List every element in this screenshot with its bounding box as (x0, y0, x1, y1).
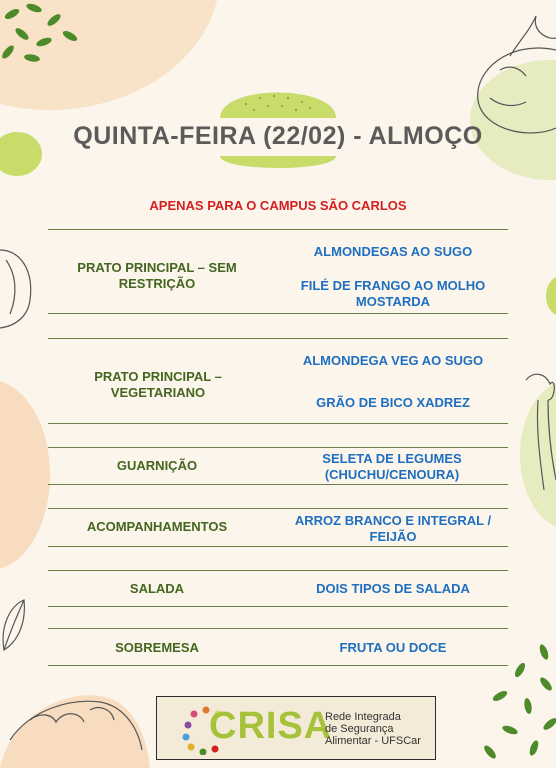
crisa-logo (156, 696, 436, 760)
dish-acompanhamentos: ARROZ BRANCO E INTEGRAL / FEIJÃO (294, 513, 492, 544)
campus-notice: APENAS PARA O CAMPUS SÃO CARLOS (149, 198, 407, 213)
dish-principal-1: ALMONDEGAS AO SUGO (313, 244, 473, 259)
leaf-sketch-icon (0, 596, 30, 652)
divider (48, 447, 508, 448)
logo-subtitle: Rede Integrada de Segurança Alimentar - UFSCar (325, 711, 421, 747)
divider (48, 628, 508, 629)
divider (48, 570, 508, 571)
dish-vegetariano-2: GRÃO DE BICO XADREZ (316, 395, 470, 410)
category-principal: PRATO PRINCIPAL – SEM RESTRIÇÃO (77, 260, 237, 291)
dish-sobremesa: FRUTA OU DOCE (339, 640, 447, 655)
dish-guarnicao: SELETA DE LEGUMES (CHUCHU/CENOURA) (322, 451, 462, 482)
tomato-sketch-icon (470, 10, 556, 140)
divider (48, 423, 508, 424)
dish-vegetariano-1: ALMONDEGA VEG AO SUGO (302, 353, 484, 368)
logo-wordmark: CRISA (209, 705, 333, 747)
peach-blob-left (0, 380, 50, 570)
divider (48, 546, 508, 547)
divider (48, 665, 508, 666)
category-acompanhamentos: ACOMPANHAMENTOS (86, 519, 228, 534)
page-title: QUINTA-FEIRA (22/02) - ALMOÇO (73, 122, 483, 150)
category-salada: SALADA (129, 581, 185, 596)
divider (48, 606, 508, 607)
vegetable-sketch-icon (0, 230, 40, 330)
category-vegetariano: PRATO PRINCIPAL – VEGETARIANO (94, 369, 222, 400)
dish-principal-2: FILÉ DE FRANGO AO MOLHO MOSTARDA (300, 278, 486, 309)
celery-sketch-icon (520, 370, 556, 490)
divider (48, 338, 508, 339)
lime-dot-right (546, 276, 556, 316)
divider (48, 484, 508, 485)
category-guarnicao: GUARNIÇÃO (116, 458, 198, 473)
category-sobremesa: SOBREMESA (115, 640, 199, 655)
taco-sketch-icon (0, 680, 150, 768)
leaves-icon (0, 0, 100, 70)
divider (48, 313, 508, 314)
dish-salada: DOIS TIPOS DE SALADA (316, 581, 470, 596)
leaves-icon-bottom (470, 640, 556, 768)
divider (48, 229, 508, 230)
divider (48, 508, 508, 509)
